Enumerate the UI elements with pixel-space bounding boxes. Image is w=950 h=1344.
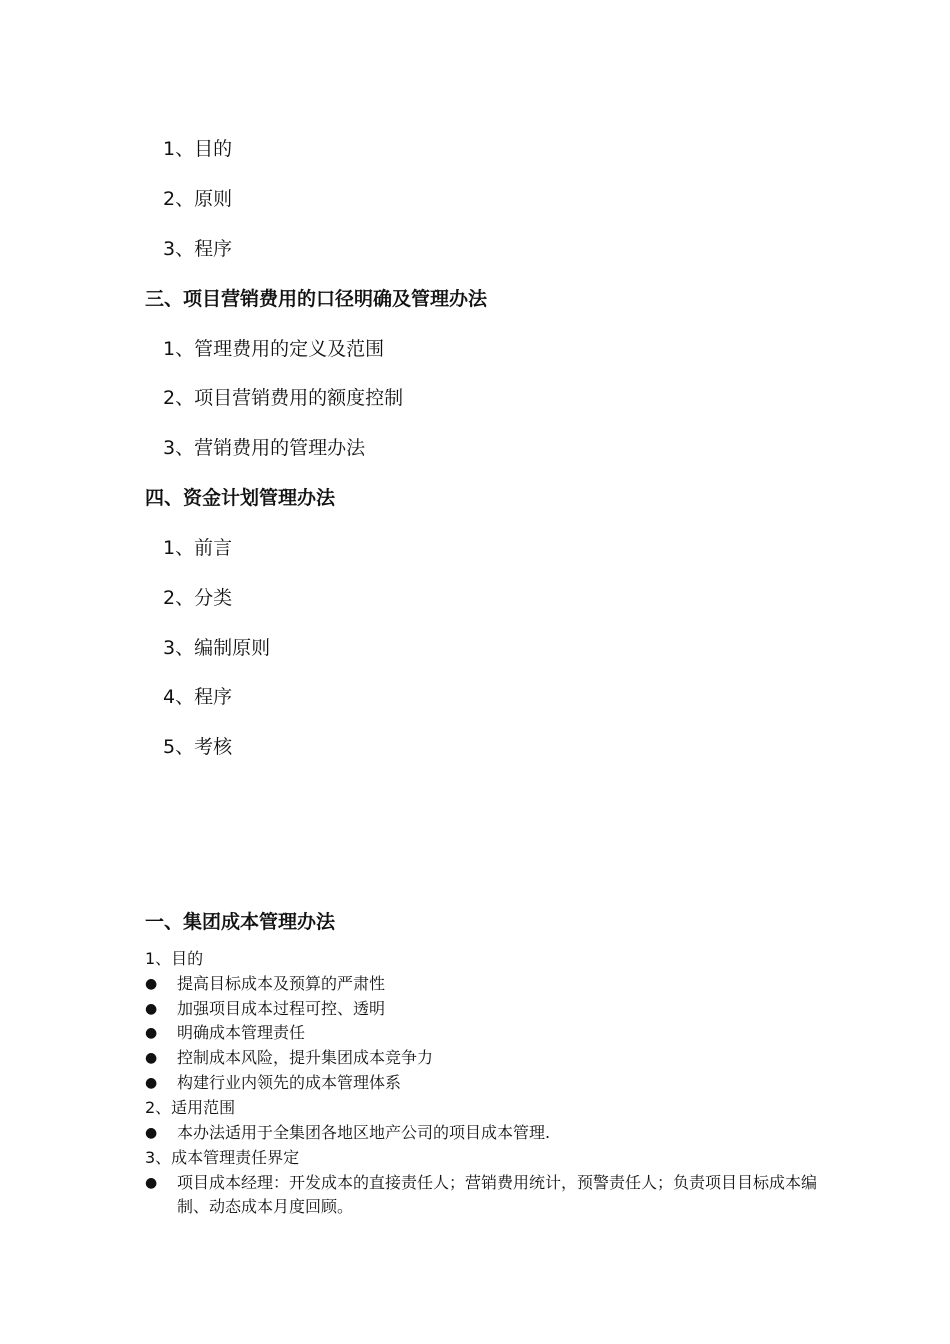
- bullet-dot-icon: ●: [145, 1025, 158, 1041]
- toc-item: 5、考核: [163, 736, 233, 758]
- bullet-text: 提高目标成本及预算的严肃性: [177, 974, 386, 993]
- bullet-text: 明确成本管理责任: [177, 1023, 306, 1042]
- toc-item: 4、程序: [163, 686, 233, 708]
- bullet-text: 本办法适用于全集团各地区地产公司的项目成本管理.: [177, 1123, 551, 1142]
- bullet-item: [145, 1021, 825, 1045]
- toc-heading: 三、项目营销费用的口径明确及管理办法: [145, 288, 488, 310]
- toc-heading: 四、资金计划管理办法: [145, 487, 336, 509]
- bullet-dot-icon: ●: [145, 1175, 158, 1191]
- bullet-item: [145, 997, 825, 1021]
- bullet-text: 项目成本经理：开发成本的直接责任人；营销费用统计，预警责任人；负责项目目标成本编制、动态成本月度回顾。: [177, 1173, 818, 1216]
- bullet-item: [145, 972, 825, 996]
- toc-item: 2、分类: [163, 587, 233, 609]
- toc-item: 3、营销费用的管理办法: [163, 437, 366, 459]
- toc-item: 2、项目营销费用的额度控制: [163, 387, 404, 409]
- toc-item: 1、目的: [163, 138, 233, 160]
- subheading: 2、适用范围: [145, 1098, 236, 1117]
- bullet-dot-icon: ●: [145, 1050, 158, 1066]
- bullet-item: [145, 1171, 825, 1219]
- bullet-item: [145, 1071, 825, 1095]
- bullet-item: [145, 1046, 825, 1070]
- bullet-dot-icon: ●: [145, 1075, 158, 1091]
- toc-item: 1、前言: [163, 537, 233, 559]
- toc-item: 1、管理费用的定义及范围: [163, 338, 385, 360]
- toc-item: 3、程序: [163, 238, 233, 260]
- toc-item: 3、编制原则: [163, 637, 271, 659]
- bullet-text: 加强项目成本过程可控、透明: [177, 999, 386, 1018]
- toc-item: 2、原则: [163, 188, 233, 210]
- bullet-dot-icon: ●: [145, 1125, 158, 1141]
- bullet-text: 控制成本风险，提升集团成本竞争力: [177, 1048, 434, 1067]
- bullet-text: 构建行业内领先的成本管理体系: [177, 1073, 402, 1092]
- subheading: 1、目的: [145, 949, 204, 968]
- bullet-item: [145, 1121, 825, 1145]
- bullet-dot-icon: ●: [145, 976, 158, 992]
- section-title: 一、集团成本管理办法: [145, 911, 336, 933]
- subheading: 3、成本管理责任界定: [145, 1148, 300, 1167]
- bullet-dot-icon: ●: [145, 1001, 158, 1017]
